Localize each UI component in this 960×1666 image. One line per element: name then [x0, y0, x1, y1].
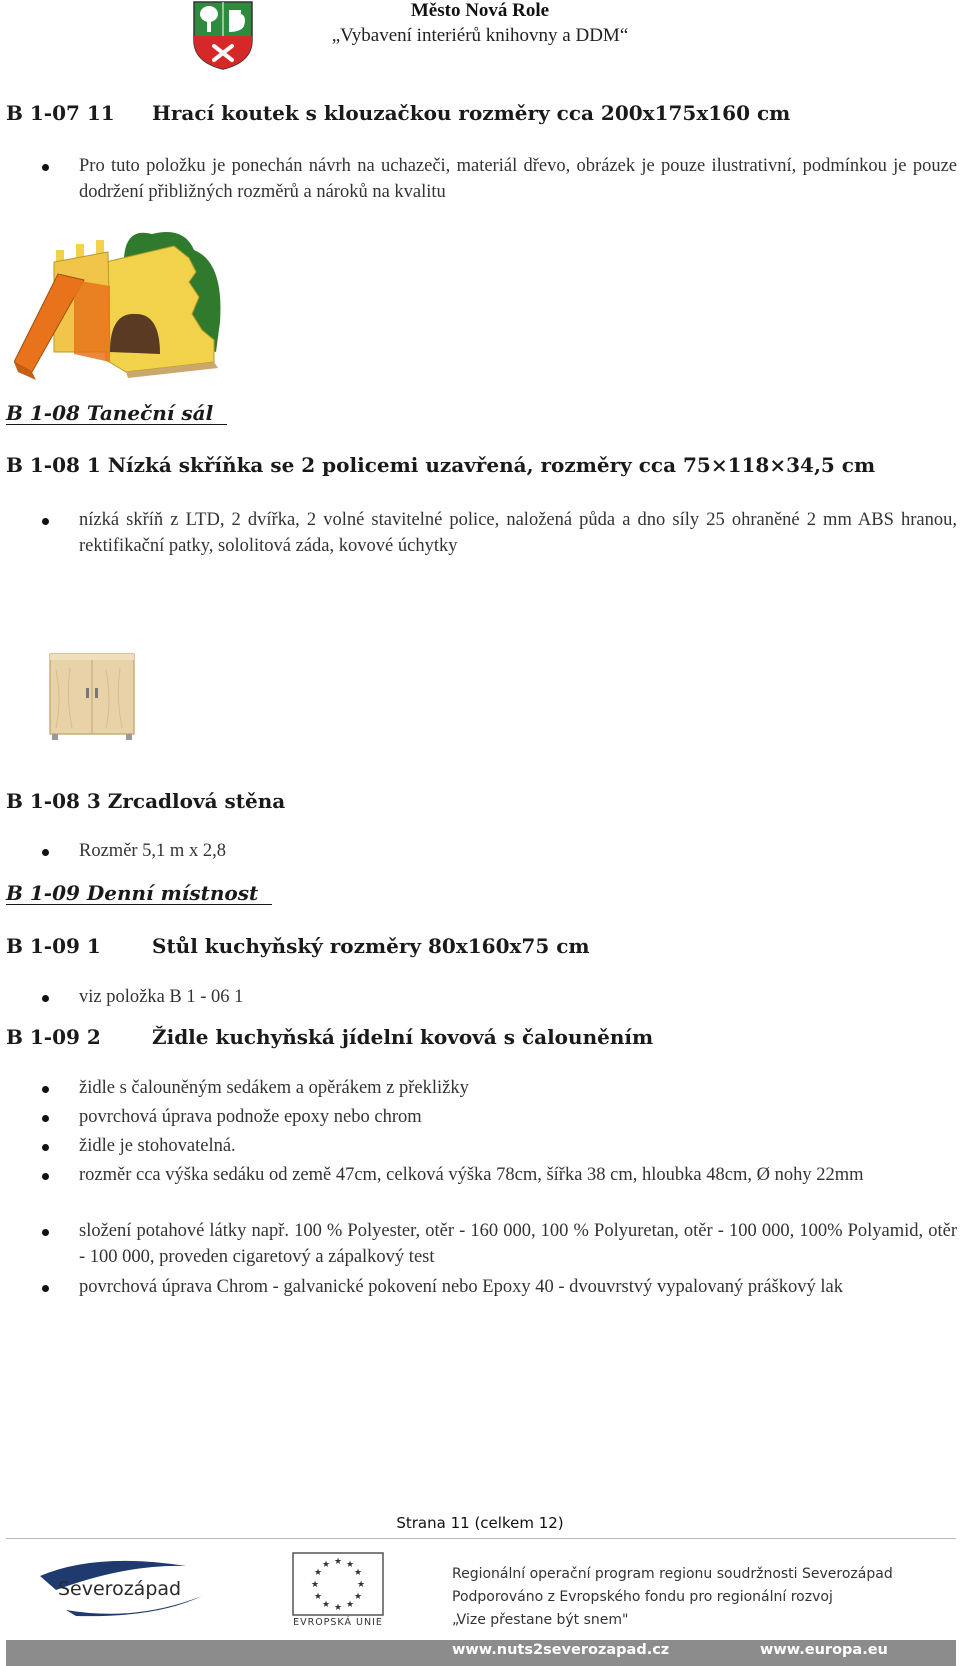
- bullet-text: povrchová úprava Chrom - galvanické pokovení nebo Epoxy 40 - dvouvrstvý vypalovaný práškový lak: [79, 1277, 843, 1297]
- bullet-dot: [42, 1229, 49, 1236]
- item-code: B 1-08 3: [6, 789, 101, 813]
- item-code: B 1-09 2: [6, 1025, 101, 1049]
- item-title: Nízká skříňka se 2 policemi uzavřená, rozměry cca 75×118×34,5 cm: [107, 453, 876, 477]
- bullet-text: židle je stohovatelná.: [79, 1136, 236, 1156]
- program-line: Regionální operační program regionu soudržnosti Severozápad: [452, 1566, 893, 1582]
- item-title: Hrací koutek s klouzačkou rozměry cca 200x175x160 cm: [152, 101, 791, 125]
- bullet-dot: [42, 1086, 49, 1093]
- item-title: Stůl kuchyňský rozměry 80x160x75 cm: [152, 934, 590, 958]
- item-code: B 1-07 11: [6, 101, 115, 125]
- svg-text:★: ★: [321, 1600, 331, 1610]
- severozapad-logo: [36, 1556, 206, 1624]
- svg-text:★: ★: [321, 1560, 331, 1570]
- section-title: B 1-09 Denní místnost: [6, 882, 272, 905]
- program-line: „Vize přestane být snem": [452, 1612, 629, 1628]
- bullet-dot: [42, 995, 49, 1002]
- bullet-text: viz položka B 1 - 06 1: [79, 987, 244, 1007]
- svg-text:★: ★: [333, 1557, 343, 1567]
- play-corner-slide-image: [14, 222, 226, 382]
- header-title: Město Nová Role: [410, 0, 550, 21]
- svg-text:★: ★: [310, 1580, 320, 1590]
- item-title: Zrcadlová stěna: [107, 789, 286, 813]
- svg-text:★: ★: [345, 1600, 355, 1610]
- svg-text:★: ★: [313, 1592, 323, 1602]
- bullet-text: povrchová úprava podnože epoxy nebo chrom: [79, 1107, 422, 1127]
- low-cabinet-image: [46, 650, 138, 742]
- page-number: Strana 11 (celkem 12): [396, 1514, 564, 1532]
- bullet-dot: [42, 1144, 49, 1151]
- svg-text:★: ★: [353, 1592, 363, 1602]
- svg-text:★: ★: [345, 1560, 355, 1570]
- eu-label: EVROPSKÁ UNIE: [293, 1617, 383, 1628]
- severozapad-logo-text: Severozápad: [58, 1578, 182, 1600]
- item-code: B 1-09 1: [6, 934, 101, 958]
- header-subtitle: „Vybavení interiérů knihovny a DDM“: [331, 25, 629, 46]
- item-code: B 1-08 1: [6, 453, 101, 477]
- bullet-dot: [42, 849, 49, 856]
- svg-text:★: ★: [356, 1580, 366, 1590]
- bullet-dot: [42, 1285, 49, 1292]
- svg-text:★: ★: [353, 1568, 363, 1578]
- item-heading: [6, 453, 875, 477]
- bullet-text: Pro tuto položku je ponechán návrh na uchazeči, materiál dřevo, obrázek je pouze ilustrativní, podmínkou je pouze dodržení přibližných rozměrů a nároků na kvalitu: [79, 156, 957, 202]
- bullet-dot: [42, 164, 49, 171]
- item-heading: [6, 789, 285, 813]
- item-title: Židle kuchyňská jídelní kovová s čalouněním: [152, 1025, 654, 1049]
- bullet-dot: [42, 1173, 49, 1180]
- bullet-text: rozměr cca výška sedáku od země 47cm, celková výška 78cm, šířka 38 cm, hloubka 48cm, Ø nohy 22mm: [79, 1165, 864, 1185]
- bullet-text: složení potahové látky např. 100 % Polyester, otěr - 160 000, 100 % Polyuretan, otěr - 100 000, 100% Polyamid, otěr - 100 000, proveden cigaretový a zápalkový test: [79, 1221, 957, 1267]
- footer-link-europa[interactable]: www.europa.eu: [760, 1642, 888, 1658]
- svg-text:★: ★: [313, 1568, 323, 1578]
- eu-flag-icon: [292, 1552, 384, 1616]
- footer-link-nuts2[interactable]: www.nuts2severozapad.cz: [452, 1642, 670, 1658]
- footer-divider: [6, 1538, 956, 1539]
- bullet-text: nízká skříň z LTD, 2 dvířka, 2 volné stavitelné police, naložená půda a dno síly 25 ohraněné 2 mm ABS hranou, rektifikační patky, sololitová záda, kovové úchytky: [79, 510, 957, 556]
- bullet-dot: [42, 1115, 49, 1122]
- svg-text:★: ★: [333, 1603, 343, 1613]
- bullet-text: Rozměr 5,1 m x 2,8: [79, 841, 226, 861]
- section-title: B 1-08 Taneční sál: [6, 402, 227, 425]
- bullet-text: židle s čalouněným sedákem a opěrákem z překližky: [79, 1078, 469, 1098]
- bullet-dot: [42, 518, 49, 525]
- program-line: Podporováno z Evropského fondu pro regionální rozvoj: [452, 1589, 833, 1605]
